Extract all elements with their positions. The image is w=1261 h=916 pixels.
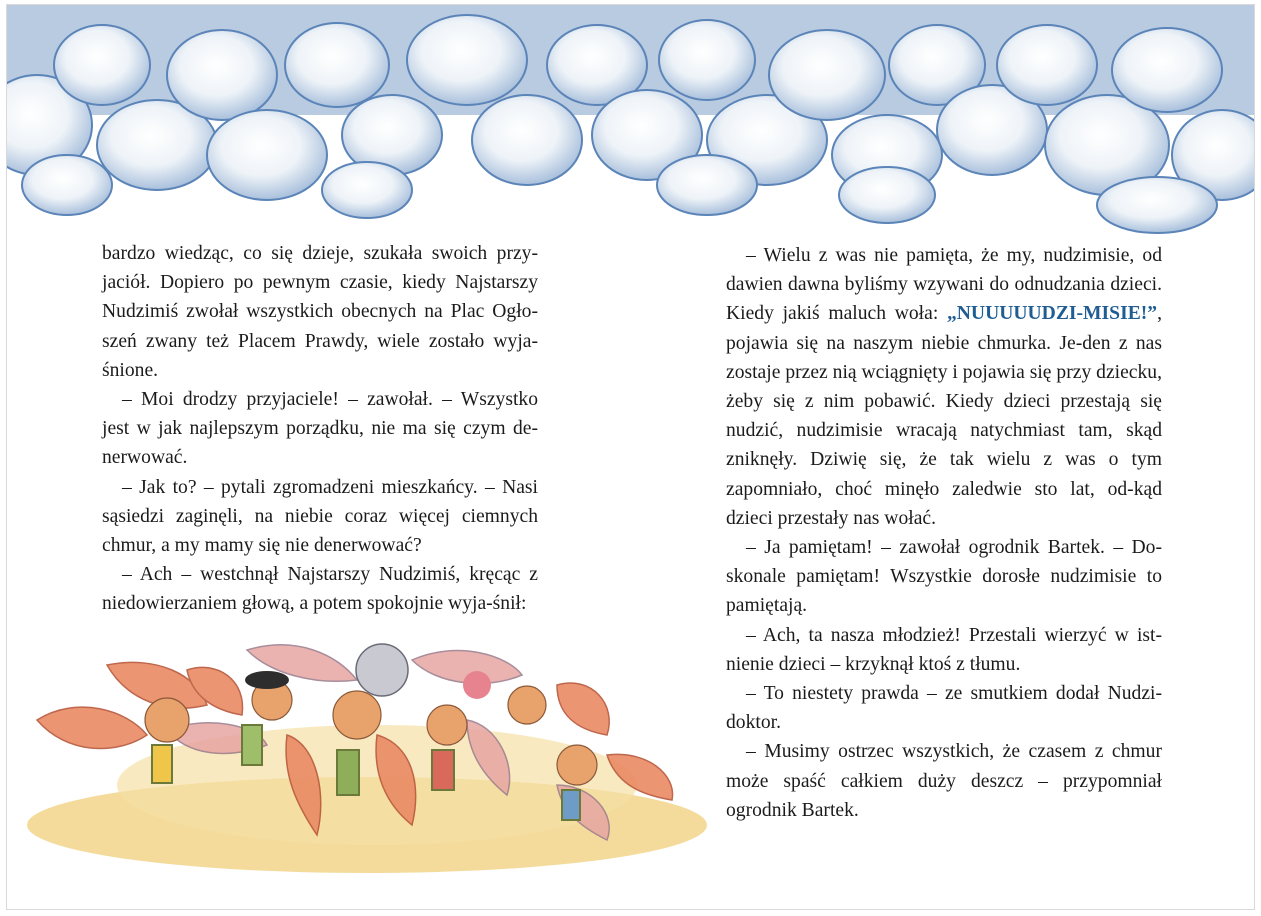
cloud-puff: [407, 15, 527, 105]
cloud-puff: [1097, 177, 1217, 233]
left-paragraph: – Moi drodzy przyjaciele! – zawołał. – Wszystko jest w jak najlepszym porządku, nie ma się czym de-nerwować.: [102, 389, 538, 469]
cloud-puff: [997, 25, 1097, 105]
cloud-puff: [22, 155, 112, 215]
cloud-puff: [769, 30, 885, 120]
right-paragraph: – Ja pamiętam! – zawołał ogrodnik Bartek. – Do-skonale pamiętam! Wszystkie dorosłe nudzimisie to pamiętają.: [726, 537, 1162, 617]
left-page-text: [102, 239, 538, 619]
cloud-puff: [322, 162, 412, 218]
cloud-puff: [659, 20, 755, 100]
paragraph-text: – Wielu z was nie pamięta, że my, nudzimisie, od dawien dawna byliśmy wzywani do odnudzania dzieci. Kiedy jakiś maluch woła:: [726, 245, 1162, 325]
right-paragraph: – Musimy ostrzec wszystkich, że czasem z chmur może spaść całkiem duży deszcz – przypomniał ogrodnik Bartek.: [726, 741, 1162, 821]
left-paragraph: – Ach – westchnął Najstarszy Nudzimiś, kręcąc z niedowierzaniem głową, a potem spokojnie wyja-śnił:: [102, 564, 538, 615]
cloud-illustration: [7, 5, 1255, 235]
cloud-puff: [657, 155, 757, 215]
book-spread: [6, 4, 1255, 910]
right-paragraph: – To niestety prawda – ze smutkiem dodał Nudzi-doktor.: [726, 683, 1162, 734]
right-paragraph: [726, 241, 1162, 533]
right-page-text: [726, 241, 1162, 825]
paragraph-text: , pojawia się na naszym niebie chmurka. Je-den z nas zostaje przez nią wciągnięty i pojawia się przy dziecku, żeby się z nim pobawić. Kiedy dzieci przestają się nudzić, nudzimisie wracają natychmiast tam, skąd zniknęły. Dziwię się, że tak wielu z was o tym zapomniało, choć minęło zaledwie sto lat, od-kąd dzieci przestały nas wołać.: [726, 303, 1162, 529]
cloud-puff: [167, 30, 277, 120]
nudzimisie-group-illustration: [17, 625, 717, 875]
left-paragraph: – Jak to? – pytali zgromadzeni mieszkańcy. – Nasi sąsiedzi zaginęli, na niebie coraz więcej ciemnych chmur, a my mamy się nie denerwować?: [102, 476, 538, 557]
cloud-puff: [285, 23, 389, 107]
cloud-puff: [54, 25, 150, 105]
right-paragraph: – Ach, ta nasza młodzież! Przestali wierzyć w ist-nienie dzieci – krzyknął ktoś z tłumu.: [726, 624, 1162, 675]
cloud-puff: [1112, 28, 1222, 112]
left-paragraph: bardzo wiedząc, co się dzieje, szukała swoich przy-jaciół. Dopiero po pewnym czasie, kiedy Najstarszy Nudzimiś zwołał wszystkich obecnych na Plac Ogło-szeń zwany też Placem Prawdy, wiele zostało wyja-śnione.: [102, 243, 538, 381]
cloud-puff: [207, 110, 327, 200]
cloud-puff: [839, 167, 935, 223]
cloud-puff: [472, 95, 582, 185]
shout-text: „NUUUUUDZI-MISIE!”: [946, 303, 1158, 325]
